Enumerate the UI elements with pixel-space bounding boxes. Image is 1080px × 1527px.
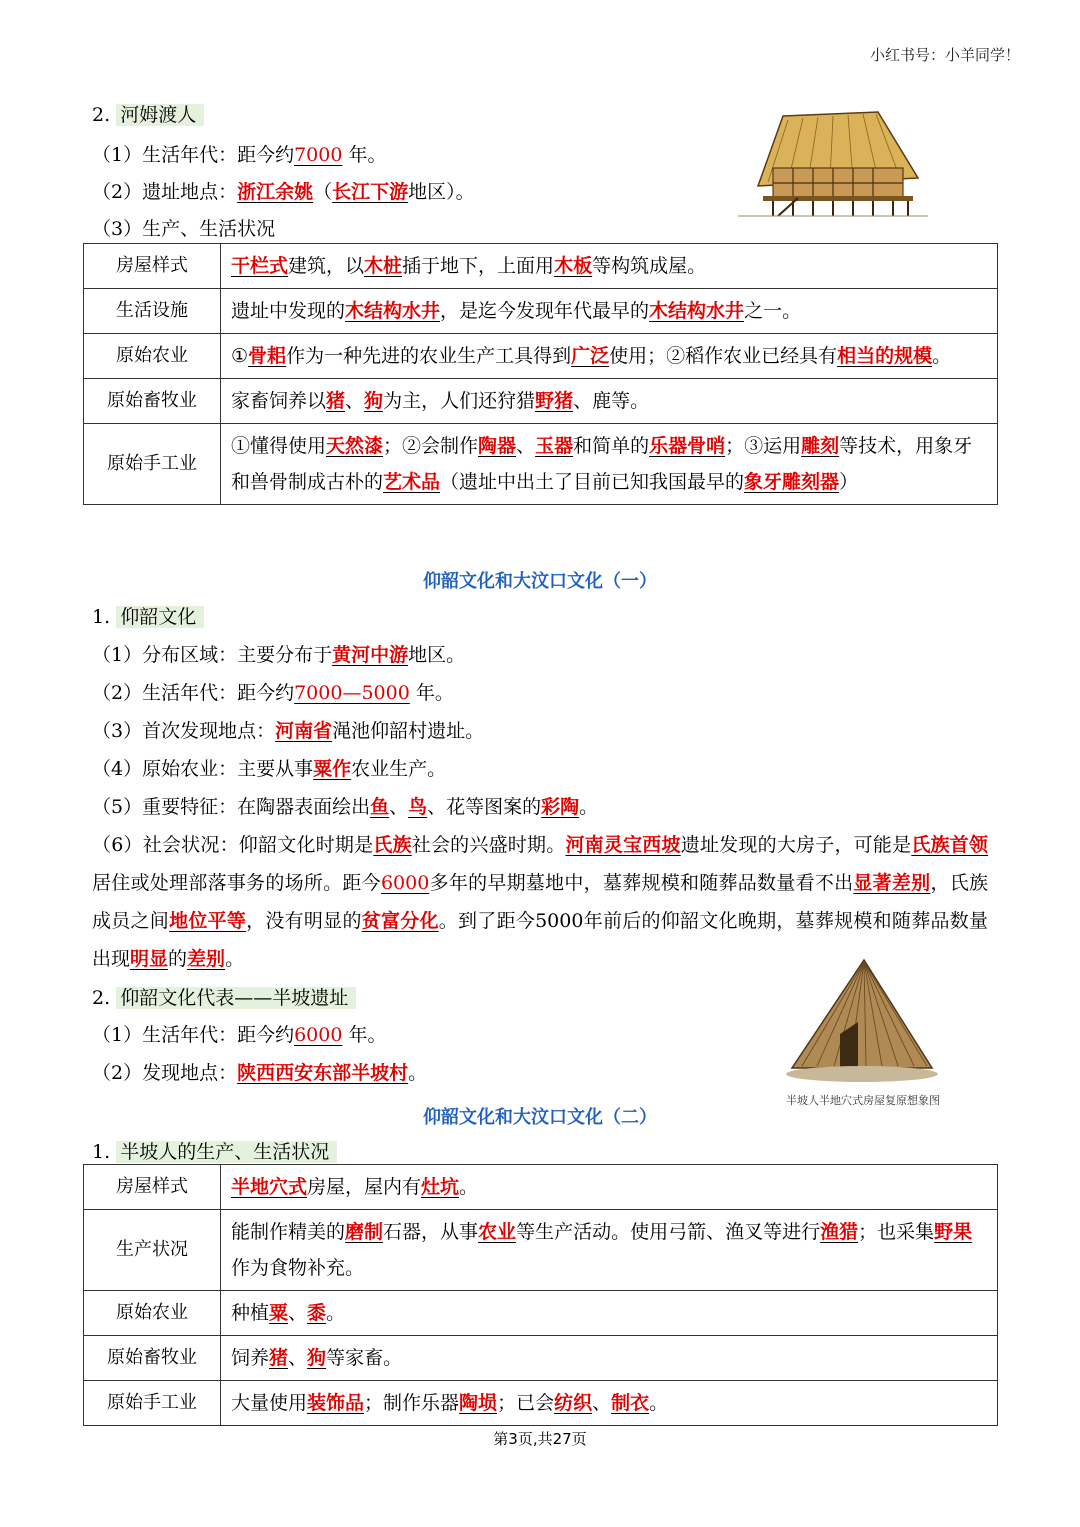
- page-number: 第3页,共27页: [493, 1430, 587, 1448]
- yangshao-title: 仰韶文化: [116, 606, 204, 628]
- table-row: 生活设施 遗址中发现的木结构水井，是迄今发现年代最早的木结构水井之一。: [84, 289, 998, 334]
- table-row: 原始手工业 大量使用装饰品；制作乐器陶埙；已会纺织、制衣。: [84, 1381, 998, 1426]
- banpo-life-title: 半坡人的生产、生活状况: [116, 1141, 337, 1163]
- hemudu-line-3: （3）生产、生活状况: [92, 218, 276, 240]
- banpo-heading: 2. 仰韶文化代表——半坡遗址: [92, 985, 356, 1011]
- hemudu-line-1: （1）生活年代：距今约7000 年。: [92, 144, 387, 166]
- banpo-life-table: [83, 1164, 998, 1426]
- table-row: 生产状况 能制作精美的磨制石器，从事农业等生产活动。使用弓箭、渔叉等进行渔猎；也采集野果作为食物补充。: [84, 1210, 998, 1291]
- yangshao-line-5: （5）重要特征：在陶器表面绘出鱼、鸟、花等图案的彩陶。: [92, 796, 599, 818]
- table-row: 原始农业 种植粟、黍。: [84, 1291, 998, 1336]
- banpo-title: 仰韶文化代表——半坡遗址: [116, 987, 356, 1009]
- yangshao-line-2: （2）生活年代：距今约7000—5000 年。: [92, 682, 454, 704]
- banpo-caption: 半坡人半地穴式房屋复原想象图: [786, 1094, 940, 1107]
- banpo-line-1: （1）生活年代：距今约6000 年。: [92, 1024, 387, 1046]
- watermark: 小红书号：小羊同学！: [869, 46, 1020, 64]
- table-row: 房屋样式 半地穴式房屋，屋内有灶坑。: [84, 1165, 998, 1210]
- banpo-life-heading: 1. 半坡人的生产、生活状况: [92, 1139, 337, 1165]
- table-row: 原始农业 ①骨耜作为一种先进的农业生产工具得到广泛使用；②稻作农业已经具有相当的规模。: [84, 334, 998, 379]
- table-row: 房屋样式 干栏式建筑，以木桩插于地下，上面用木板等构筑成屋。: [84, 244, 998, 289]
- table-row: 原始手工业 ①懂得使用天然漆；②会制作陶器、玉器和简单的乐器骨哨；③运用雕刻等技术，用象牙和兽骨制成古朴的艺术品（遗址中出土了目前已知我国最早的象牙雕刻器）: [84, 424, 998, 505]
- section-title-2: 仰韶文化和大汶口文化（二）: [423, 1107, 657, 1128]
- hemudu-line-2: （2）遗址地点：浙江余姚（长江下游地区）。: [92, 181, 475, 203]
- table-row: 原始畜牧业 家畜饲养以猪、狗为主，人们还狩猎野猪、鹿等。: [84, 379, 998, 424]
- stilt-house-illustration: [738, 108, 928, 220]
- banpo-line-2: （2）发现地点：陕西西安东部半坡村。: [92, 1062, 428, 1084]
- hemudu-title: 河姆渡人: [116, 104, 204, 126]
- yangshao-line-1: （1）分布区域：主要分布于黄河中游地区。: [92, 644, 466, 666]
- yangshao-line-4: （4）原始农业：主要从事粟作农业生产。: [92, 758, 447, 780]
- hemudu-heading: 2. 河姆渡人: [92, 102, 204, 128]
- section-title-1: 仰韶文化和大汶口文化（一）: [423, 571, 657, 592]
- hemudu-table: [83, 243, 998, 505]
- yangshao-line-3: （3）首次发现地点：河南省渑池仰韶村遗址。: [92, 720, 485, 742]
- yangshao-heading: 1. 仰韶文化: [92, 604, 204, 630]
- yangshao-social-paragraph: （6）社会状况：仰韶文化时期是氏族社会的兴盛时期。河南灵宝西坡遗址发现的大房子，可能是氏族首领居住或处理部落事务的场所。距今6000多年的早期墓地中，墓葬规模和随葬品数量看不出显著差别，氏族成员之间地位平等，没有明显的贫富分化。到了距今5000年前后的仰韶文化晚期，墓葬规模和随葬品数量出现明显的差别。: [92, 834, 988, 970]
- table-row: 原始畜牧业 饲养猪、狗等家畜。: [84, 1336, 998, 1381]
- banpo-hut-illustration: [782, 956, 942, 1088]
